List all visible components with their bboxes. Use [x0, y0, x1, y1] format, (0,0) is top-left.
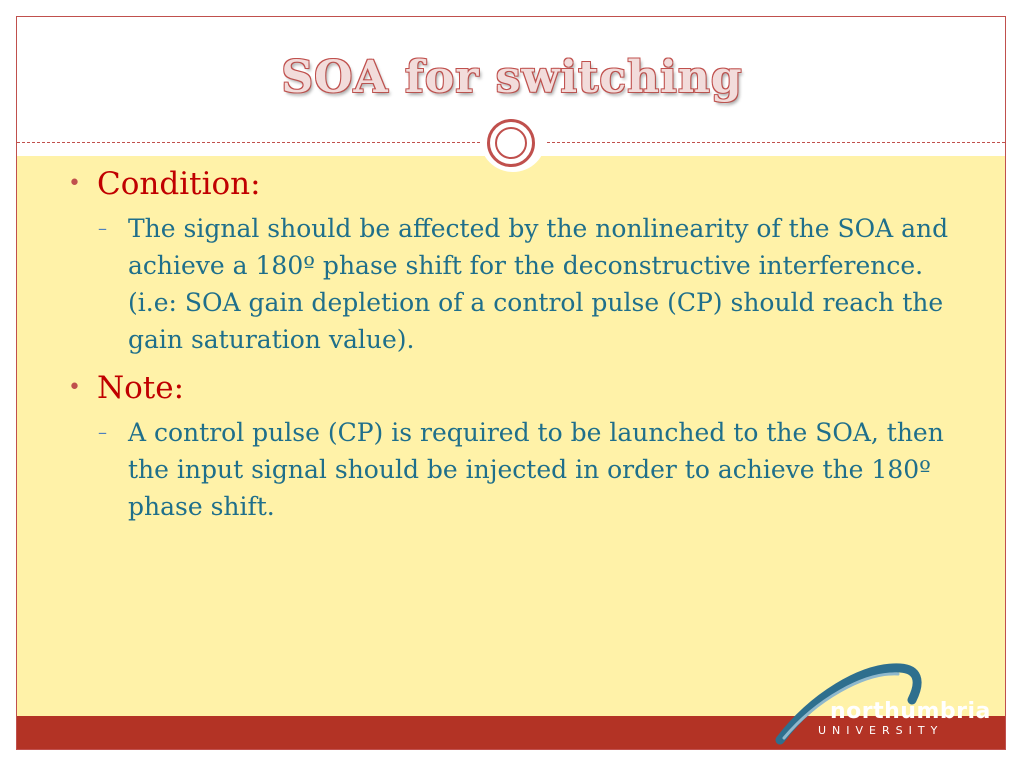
sub-bullet-text-condition: The signal should be affected by the nonlinearity of the SOA and achieve a 180º phase shift for the deconstructive interference. (i.e: SOA gain depletion of a control pulse (CP) should reach the gain saturation value).	[128, 214, 949, 354]
bullet-condition	[68, 164, 968, 204]
bullet-note	[68, 368, 968, 408]
dash-icon: –	[98, 218, 107, 239]
bullet-heading-note: Note:	[97, 370, 185, 406]
sub-bullet-text-note: A control pulse (CP) is required to be launched to the SOA, then the input signal should be injected in order to achieve the 180º phase shift.	[128, 418, 944, 521]
dash-icon: –	[98, 422, 107, 443]
sub-bullet-condition	[68, 210, 968, 358]
inner-circle-ornament-icon	[495, 127, 527, 159]
bullet-dot-icon: •	[68, 375, 81, 400]
bullet-dot-icon: •	[68, 171, 81, 196]
sub-bullet-note	[68, 414, 968, 525]
slide-title: SOA for switching	[281, 52, 743, 103]
logo-name: northumbria	[830, 699, 991, 724]
bullet-list	[68, 164, 968, 535]
bullet-heading-condition: Condition:	[97, 166, 261, 202]
logo-subtitle: UNIVERSITY	[818, 724, 944, 737]
